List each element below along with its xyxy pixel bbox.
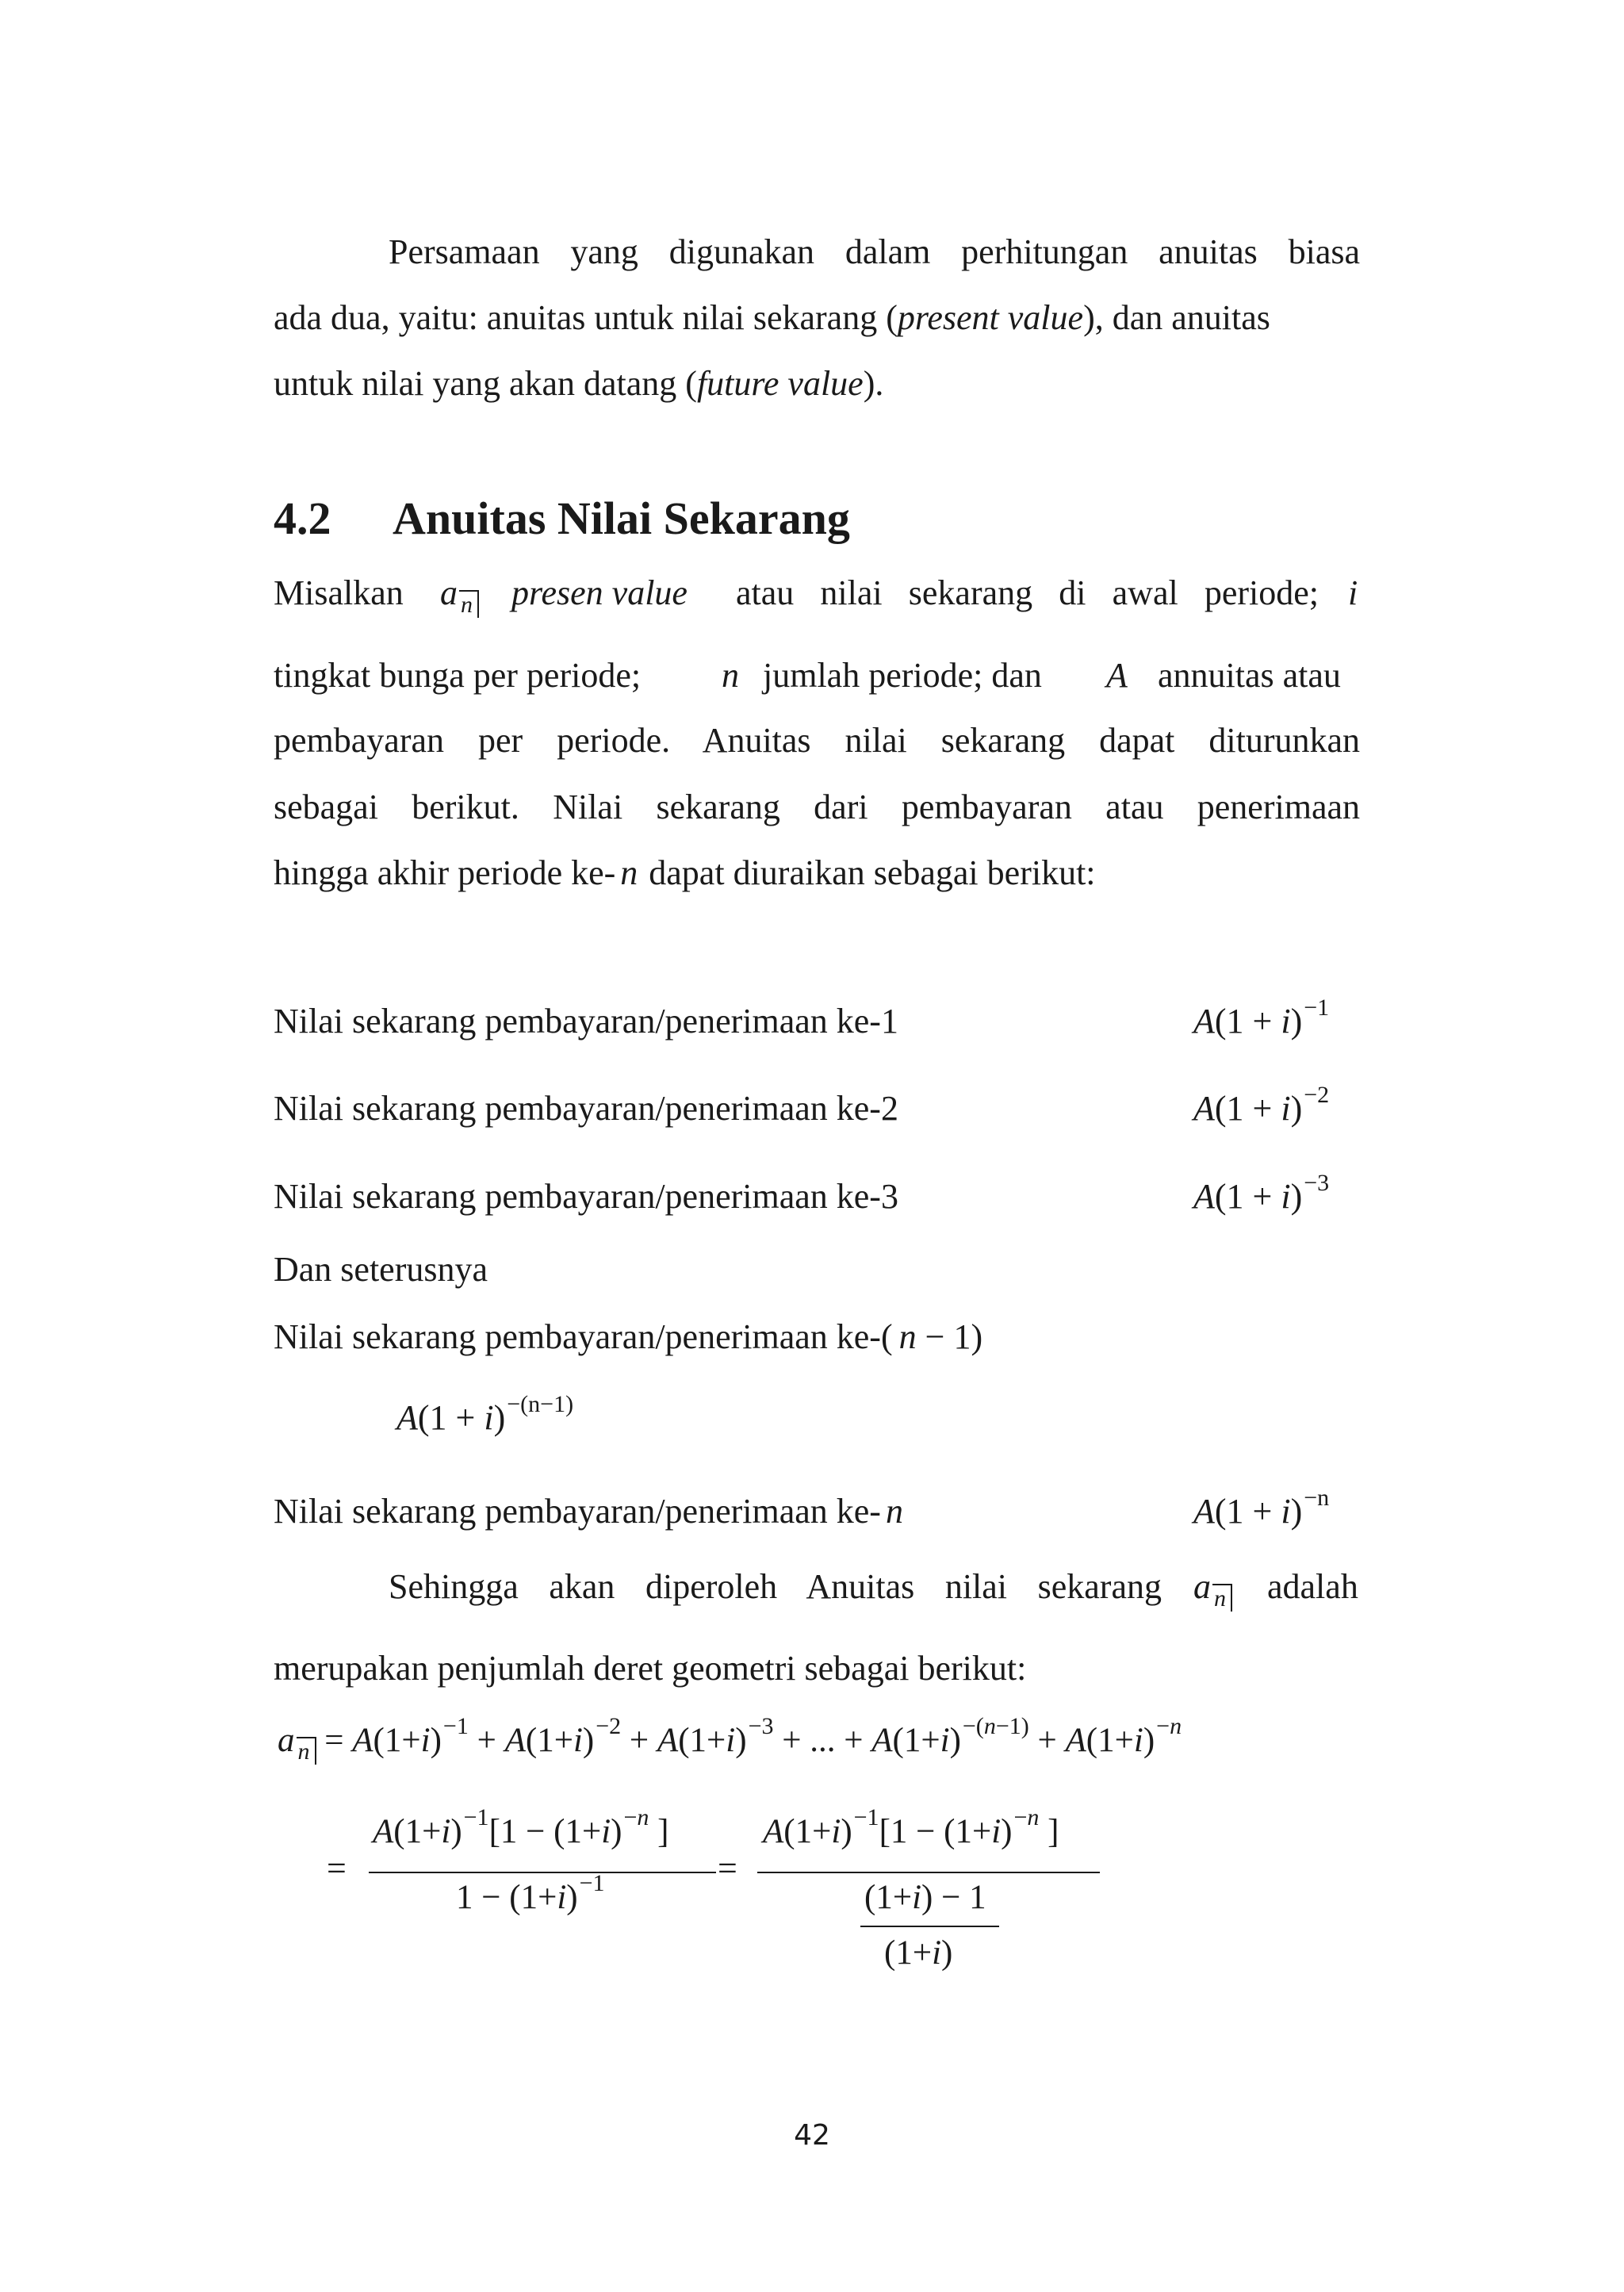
paragraph-3-line-2: merupakan penjumlah deret geometri sebagai berikut: <box>274 1649 1027 1688</box>
formula-item-3: $A(1 + i)^{-3}$ <box>1193 1170 1330 1216</box>
paragraph-2-line-2-e: annuitas atau <box>1158 656 1341 695</box>
fraction-2-numerator: $A(1+i)^{-1}[1 - (1+i)^{-n}$ ] <box>763 1804 1059 1850</box>
variable-n: n <box>722 656 739 695</box>
fraction-1-denominator: $1 - (1+i)^{-1}$ <box>456 1870 605 1916</box>
annuity-present-symbol <box>440 573 479 618</box>
list-item-n-minus-1-a: Nilai sekarang pembayaran/penerimaan ke-( <box>274 1317 893 1356</box>
variable-n-2: n <box>620 853 638 892</box>
section-number: 4.2 <box>274 493 331 544</box>
exp-1: −1 <box>1304 995 1330 1021</box>
variable-n-4: n <box>885 1492 903 1531</box>
fraction-2-inner-numerator: (1+i) − 1 <box>864 1879 986 1916</box>
paragraph-1-line-3-c: ). <box>863 364 884 403</box>
paragraph-2-line-3-text: pembayaran per periode. Anuitas nilai sekarang dapat diturunkan <box>274 721 1360 760</box>
page-number: 42 <box>794 2119 830 2152</box>
paragraph-3-line-1-a: Sehingga akan diperoleh Anuitas nilai sekarang <box>389 1567 1162 1606</box>
presen-value-term: presen value <box>511 573 688 612</box>
exp-3: −3 <box>1304 1170 1330 1196</box>
fraction-1-bar <box>369 1872 716 1873</box>
fraction-2-inner-denominator: (1+i) <box>884 1934 953 1972</box>
list-item-n-minus-1-c: − 1) <box>916 1317 983 1356</box>
list-item-2: Nilai sekarang pembayaran/penerimaan ke-2 <box>274 1089 898 1128</box>
paragraph-1-line-1-text: Persamaan yang digunakan dalam perhitungan anuitas biasa <box>389 232 1360 271</box>
variable-A: A <box>1106 656 1128 695</box>
dan-seterusnya: Dan seterusnya <box>274 1250 488 1289</box>
paragraph-2-line-5-a: hingga akhir periode ke- <box>274 853 616 892</box>
paragraph-2-line-2-a: tingkat bunga per periode; <box>274 656 642 695</box>
equals-sign-2: = <box>718 1849 737 1888</box>
paragraph-2-line-3 <box>274 720 1360 761</box>
paragraph-2-line-1-c: atau nilai sekarang di awal periode; <box>736 573 1319 612</box>
fraction-2-bar <box>757 1872 1100 1873</box>
exp-n: −n <box>1304 1485 1330 1511</box>
paragraph-2-line-5-c: dapat diuraikan sebagai berikut: <box>649 853 1096 892</box>
exp-2: −2 <box>1304 1082 1330 1108</box>
list-item-n <box>274 1491 903 1533</box>
paragraph-3-line-1-b: adalah <box>1267 1567 1358 1606</box>
paragraph-1-line-1 <box>389 232 1360 272</box>
symbol-a: a <box>440 573 458 612</box>
list-item-n-a: Nilai sekarang pembayaran/penerimaan ke- <box>274 1492 881 1531</box>
paragraph-2-line-1-a: Misalkan <box>274 573 404 612</box>
paragraph-1-line-2 <box>274 297 1270 339</box>
paragraph-2-line-4 <box>274 787 1360 827</box>
paragraph-1-line-3 <box>274 363 883 405</box>
future-value-term: future value <box>696 364 864 403</box>
list-item-1: Nilai sekarang pembayaran/penerimaan ke-1 <box>274 1002 898 1041</box>
formula-item-2: $A(1 + i)^{-2}$ <box>1193 1082 1330 1128</box>
series-equation: a $_n = A(1+i)^{-1} + A(1+i)^{-2} + A(1+i)^{-3}$ + ... + $A(1+i)^{-(n-1)} + A(1+i)^{-n}$ <box>278 1713 1182 1765</box>
equals-sign-1: = <box>327 1849 347 1888</box>
formula-item-1: $A(1 + i)^{-1}$ <box>1193 995 1330 1041</box>
variable-n-3: n <box>898 1317 917 1356</box>
symbol-n-angle: n <box>459 590 479 618</box>
paragraph-2-line-4-text: sebagai berikut. Nilai sekarang dari pembayaran atau penerimaan <box>274 788 1360 826</box>
paragraph-1-line-2-a: ada dua, yaitu: anuitas untuk nilai sekarang ( <box>274 298 898 337</box>
list-item-3: Nilai sekarang pembayaran/penerimaan ke-3 <box>274 1177 898 1216</box>
fraction-1-numerator: $A(1+i)^{-1}[1 - (1+i)^{-n}$ ] <box>373 1804 669 1850</box>
paragraph-1-line-2-c: ), dan anuitas <box>1083 298 1270 337</box>
annuity-present-symbol-2: a $_n$ <box>1193 1566 1232 1607</box>
exp-n-minus-1: −(n−1) <box>507 1391 574 1417</box>
fraction-2-inner-bar <box>860 1926 999 1927</box>
variable-i: i <box>1348 573 1358 612</box>
section-title: Anuitas Nilai Sekarang <box>393 493 850 544</box>
paragraph-2-line-2-c: jumlah periode; dan <box>763 656 1042 695</box>
list-item-n-minus-1 <box>274 1317 982 1359</box>
paragraph-1-line-3-a: untuk nilai yang akan datang ( <box>274 364 697 403</box>
formula-item-n-minus-1: $A(1 + i)^{-(n-1)}$ <box>396 1391 574 1437</box>
formula-item-n: $A(1 + i)^{-n}$ <box>1193 1485 1330 1531</box>
present-value-term: present value <box>897 298 1084 337</box>
paragraph-2-line-5 <box>274 853 1096 895</box>
